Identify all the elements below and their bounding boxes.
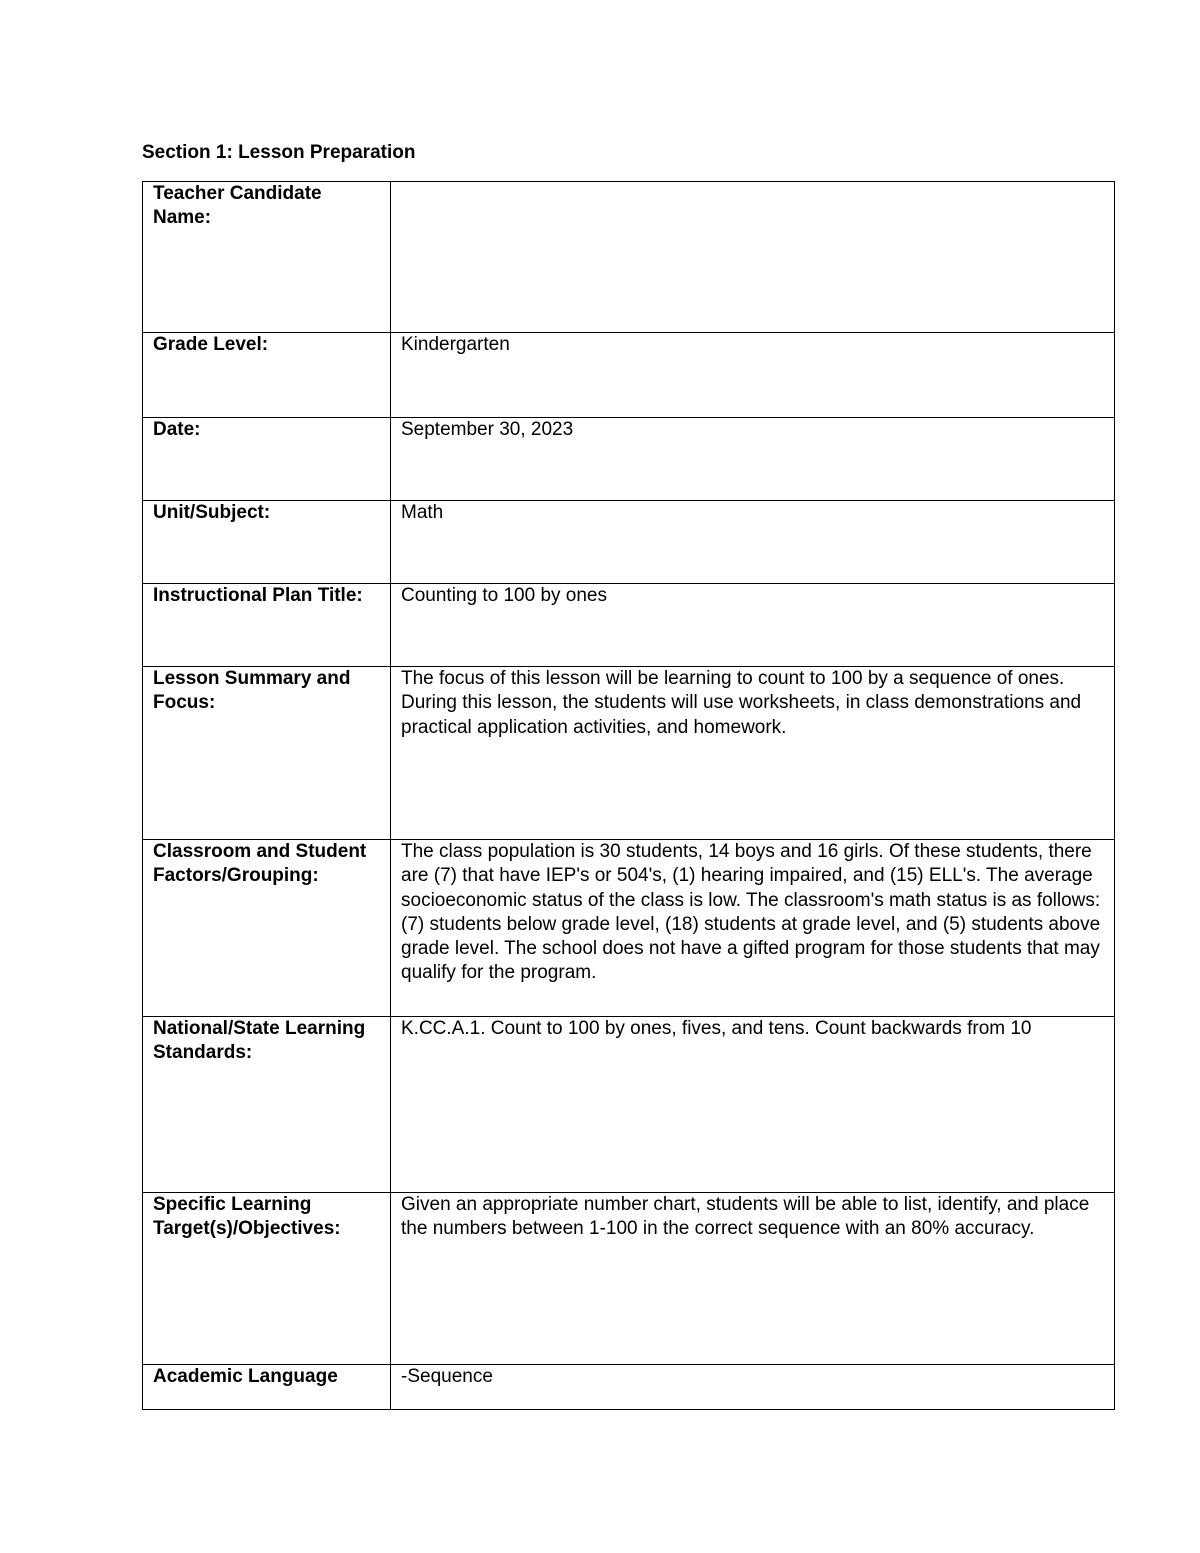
row-label-grade-level: Grade Level:	[143, 333, 391, 418]
table-row	[143, 182, 1115, 333]
row-value-date: September 30, 2023	[391, 418, 1115, 501]
lesson-preparation-table	[142, 181, 1115, 1410]
table-row	[143, 418, 1115, 501]
row-value-instructional-plan-title: Counting to 100 by ones	[391, 584, 1115, 667]
table-row	[143, 667, 1115, 840]
table-row	[143, 1193, 1115, 1365]
table-row	[143, 333, 1115, 418]
table-row	[143, 501, 1115, 584]
table-row	[143, 840, 1115, 1017]
row-label-learning-targets: Specific Learning Target(s)/Objectives:	[143, 1193, 391, 1365]
row-value-learning-targets: Given an appropriate number chart, students will be able to list, identify, and place the numbers between 1-100 in the correct sequence with an 80% accuracy.	[391, 1193, 1115, 1365]
row-value-lesson-summary: The focus of this lesson will be learning to count to 100 by a sequence of ones. During this lesson, the students will use worksheets, in class demonstrations and practical application activities, and homework.	[391, 667, 1115, 840]
table-row	[143, 1017, 1115, 1193]
row-value-academic-language: -Sequence	[391, 1365, 1115, 1410]
row-label-learning-standards: National/State Learning Standards:	[143, 1017, 391, 1193]
row-label-lesson-summary: Lesson Summary and Focus:	[143, 667, 391, 840]
table-row	[143, 584, 1115, 667]
row-value-learning-standards: K.CC.A.1. Count to 100 by ones, fives, and tens. Count backwards from 10	[391, 1017, 1115, 1193]
row-label-classroom-factors: Classroom and Student Factors/Grouping:	[143, 840, 391, 1017]
row-label-instructional-plan-title: Instructional Plan Title:	[143, 584, 391, 667]
row-label-teacher-candidate-name: Teacher Candidate Name:	[143, 182, 391, 333]
row-label-unit-subject: Unit/Subject:	[143, 501, 391, 584]
table-row	[143, 1365, 1115, 1410]
row-value-teacher-candidate-name	[391, 182, 1115, 333]
row-value-unit-subject: Math	[391, 501, 1115, 584]
row-label-academic-language: Academic Language	[143, 1365, 391, 1410]
row-value-grade-level: Kindergarten	[391, 333, 1115, 418]
row-label-date: Date:	[143, 418, 391, 501]
row-value-classroom-factors: The class population is 30 students, 14 boys and 16 girls. Of these students, there are (7) that have IEP's or 504's, (1) hearing impaired, and (15) ELL's. The average socioeconomic status of the class is low. The classroom's math status is as follows: (7) students below grade level, (18) students at grade level, and (5) students above grade level. The school does not have a gifted program for those students that may qualify for the program.	[391, 840, 1115, 1017]
section-title: Section 1: Lesson Preparation	[142, 142, 416, 163]
